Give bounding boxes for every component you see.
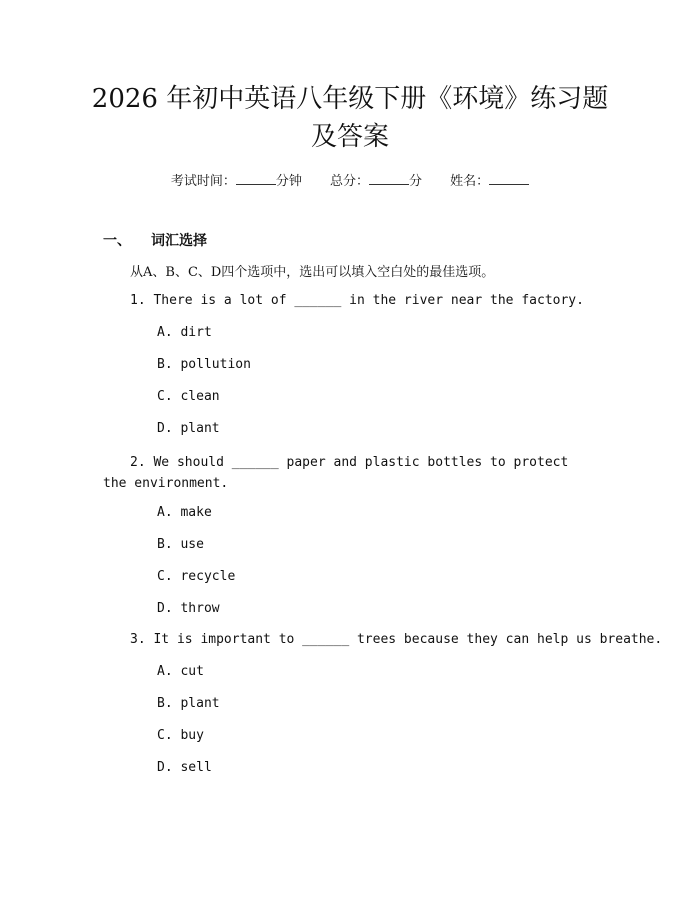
question-2-option-a: A. make <box>157 505 212 520</box>
exam-meta <box>0 170 700 189</box>
question-3-option-b: B. plant <box>157 696 220 711</box>
score-label: 总分： <box>329 174 369 189</box>
time-label: 考试时间： <box>170 174 236 189</box>
question-2-option-c: C. recycle <box>157 569 236 584</box>
page-title <box>70 80 630 156</box>
question-2-option-d: D. throw <box>157 601 220 616</box>
name-blank <box>489 171 529 185</box>
question-1-option-b: B. pollution <box>157 357 251 372</box>
score-blank <box>369 171 409 185</box>
question-1-option-d: D. plant <box>157 421 220 436</box>
question-1-option-a: A. dirt <box>157 325 212 340</box>
question-2-option-b: B. use <box>157 537 204 552</box>
score-field <box>330 170 422 189</box>
name-label: 姓名： <box>450 174 490 189</box>
section-instruction: 从A、B、C、D四个选项中，选出可以填入空白处的最佳选项。 <box>130 265 495 280</box>
section-title: 词汇选择 <box>151 233 207 249</box>
question-3-option-a: A. cut <box>157 664 204 679</box>
title-line-2: 及答案 <box>310 122 389 152</box>
score-unit: 分 <box>409 174 423 189</box>
section-number: 一、 <box>103 233 131 249</box>
time-field <box>171 170 302 189</box>
question-3-option-d: D. sell <box>157 760 212 775</box>
question-1: 1. There is a lot of ______ in the river near the factory. <box>130 293 584 308</box>
time-unit: 分钟 <box>275 174 302 189</box>
name-field <box>450 170 529 189</box>
time-blank <box>236 171 276 185</box>
section-heading <box>103 230 207 250</box>
question-2: 2. We should ______ paper and plastic bottles to protect the environment. <box>103 455 569 491</box>
question-3: 3. It is important to ______ trees because they can help us breathe. <box>130 632 663 647</box>
title-line-1: 2026 年初中英语八年级下册《环境》练习题 <box>91 84 609 114</box>
question-1-option-c: C. clean <box>157 389 220 404</box>
question-3-option-c: C. buy <box>157 728 204 743</box>
